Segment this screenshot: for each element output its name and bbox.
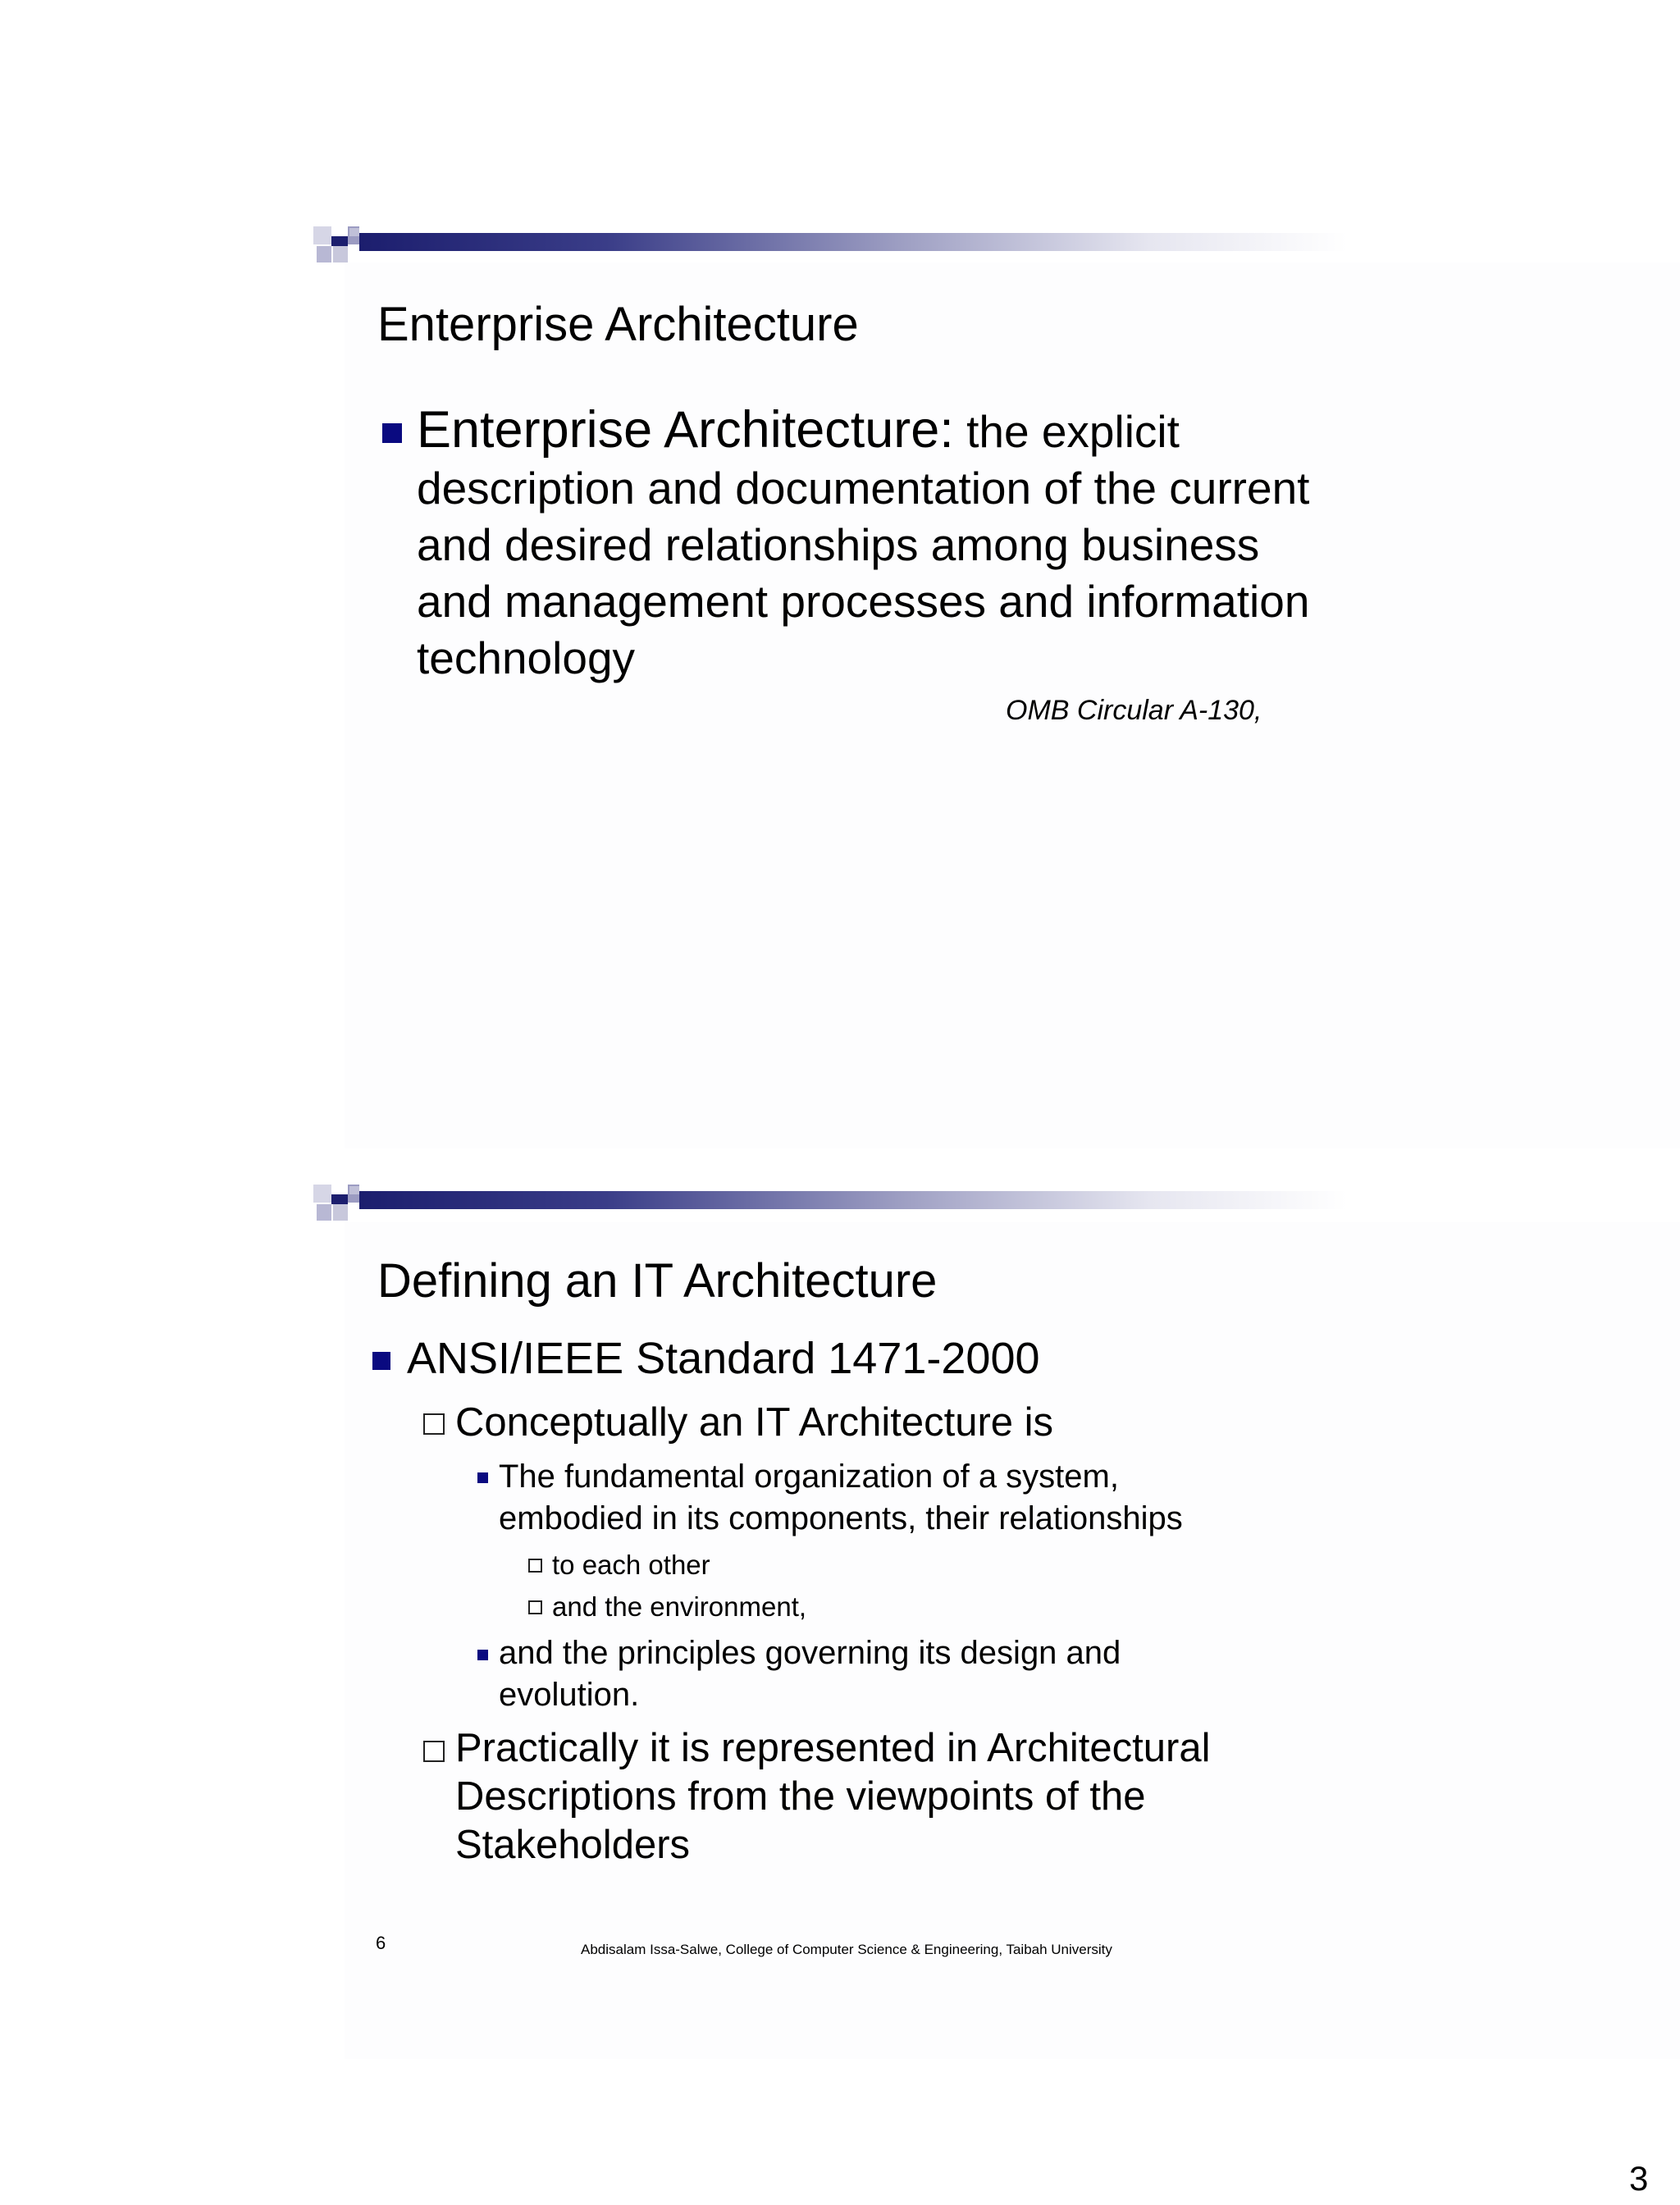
slide-1-title: Enterprise Architecture [377, 298, 859, 351]
hollow-square-icon [528, 1600, 542, 1614]
slide-2-point-bullet-icon [477, 1650, 488, 1660]
slide-2-subpoint-environment: and the environment, [552, 1591, 807, 1622]
page-number: 3 [1629, 2159, 1649, 2198]
slide-footer-number: 6 [376, 1933, 386, 1953]
slide-2-title: Defining an IT Architecture [377, 1254, 938, 1308]
slide-2-bullet-icon [372, 1352, 390, 1370]
hollow-square-icon [423, 1413, 445, 1435]
slide-2-header-decoration [313, 1185, 1347, 1224]
slide-2-point-fundamental: The fundamental organization of a system, embodied in its components, their relationships [499, 1459, 1183, 1536]
slide-2-sub-practically: Practically it is represented in Architectural Descriptions from the viewpoints of the Stakeholders [455, 1726, 1211, 1867]
slide-1-definition-paragraph [417, 402, 1319, 687]
slide-footer-credit: Abdisalam Issa-Salwe, College of Computer Science & Engineering, Taibah University [581, 1942, 1112, 1957]
hollow-square-icon [423, 1741, 445, 1762]
slide-1-definition: the explicit description and documentation of the current and desired relationships among business and management processes and information technology [417, 406, 1310, 683]
slide-2-subpoint-each-other: to each other [552, 1550, 710, 1580]
slide-2-bullet-standard: ANSI/IEEE Standard 1471-2000 [407, 1334, 1040, 1383]
slide-1-citation: OMB Circular A-130, [1006, 695, 1262, 726]
slide-2-point-bullet-icon [477, 1472, 488, 1483]
slide-2-sub-conceptually: Conceptually an IT Architecture is [455, 1400, 1054, 1445]
slide-1-header-decoration [313, 226, 1347, 266]
hollow-square-icon [528, 1559, 542, 1573]
slide-1-term: Enterprise Architecture: [417, 401, 954, 459]
slide-1-bullet-icon [382, 423, 402, 443]
slide-2-point-principles: and the principles governing its design and evolution. [499, 1635, 1121, 1713]
